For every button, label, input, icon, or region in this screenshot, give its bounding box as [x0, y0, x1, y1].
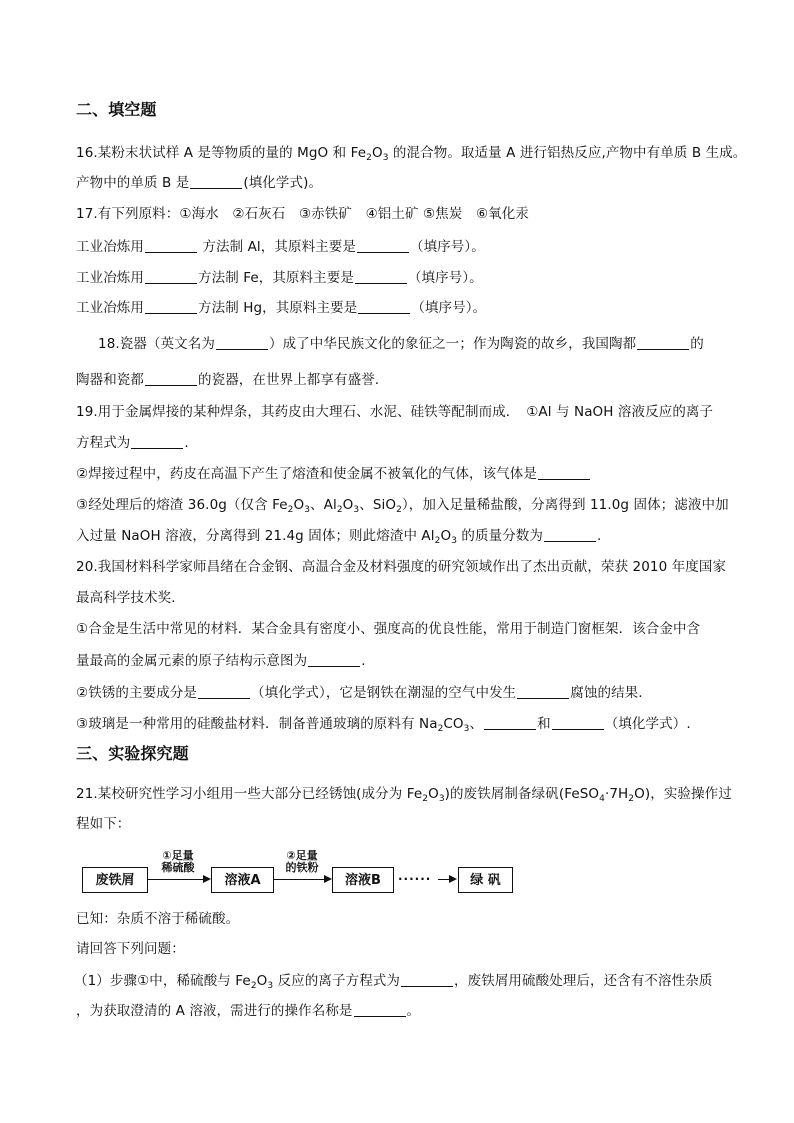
- text: 16.某粉末状试样 A 是等物质的量的 MgO 和 Fe: [76, 145, 367, 161]
- text: （1）步骤①中，稀硫酸与 Fe: [74, 973, 251, 989]
- text: 的混合物。取适量 A 进行铝热反应,产物中有单质 B 生成。: [388, 145, 747, 161]
- flow-label-step1-top: ①足量: [162, 849, 194, 862]
- question-20-line-5: [76, 683, 643, 703]
- arrowhead-icon: [324, 875, 332, 883]
- text: O: [428, 786, 439, 802]
- text: ③经处理后的熔渣 36.0g（仅含 Fe: [76, 497, 288, 513]
- flow-label-step2-top: ②足量: [286, 849, 318, 862]
- question-17-line-al: [76, 237, 485, 257]
- arrowhead-icon: [203, 875, 211, 883]
- answer-blank[interactable]: [145, 299, 197, 314]
- text: .: [184, 435, 189, 451]
- text: （填序号）。: [409, 239, 485, 255]
- text: ），加入足量稀盐酸，分离得到 11.0g 固体；滤液中加: [401, 497, 729, 513]
- text: ，为获取澄清的 A 溶液，需进行的操作名称是: [76, 1003, 353, 1019]
- answer-blank[interactable]: [145, 269, 197, 284]
- question-21-part1-line-2: [76, 1001, 420, 1021]
- subscript: 2: [422, 794, 429, 804]
- flow-box-solution-b: 溶液B: [332, 867, 394, 893]
- question-18-line-1: [98, 334, 704, 354]
- question-17-intro: 17.有下列原料：①海水 ②石灰石 ③赤铁矿 ④铝土矿 ⑤焦炭 ⑥氧化汞: [76, 206, 529, 222]
- answer-blank[interactable]: [517, 684, 569, 699]
- text: O: [371, 145, 383, 161]
- answer-blank[interactable]: [145, 371, 197, 386]
- text: （填化学式），它是钢铁在潮湿的空气中发生: [251, 685, 517, 701]
- text: 陶器和瓷都: [76, 372, 144, 388]
- answer-blank[interactable]: [358, 299, 410, 314]
- answer-blank[interactable]: [216, 335, 268, 350]
- subscript: 2: [396, 505, 402, 515]
- flow-label-step2-bottom: 的铁粉: [285, 861, 319, 874]
- text: ③玻璃是一种常用的硅酸盐材料．制备普通玻璃的原料有 Na: [76, 716, 438, 732]
- question-19-line-2: [76, 433, 189, 453]
- subscript: 2: [250, 981, 257, 991]
- question-17-line-fe: [76, 268, 483, 288]
- answer-blank[interactable]: [544, 527, 596, 542]
- question-20-line-2: 最高科学技术奖.: [76, 590, 176, 606]
- question-21-known: 已知：杂质不溶于稀硫酸。: [76, 911, 240, 927]
- text: 工业冶炼用: [76, 270, 144, 286]
- question-20-line-3: ①合金是生活中常见的材料．某合金具有密度小、强度高的优良性能，常用于制造门窗框架．该合金中含: [76, 621, 701, 637]
- text: 产物中的单质 B 是: [76, 175, 190, 191]
- question-20-line-1: 20.我国材料科学家师昌绪在合金钢、高温合金及材料强度的研究领域作出了杰出贡献，荣获 2010 年度国家: [76, 559, 727, 575]
- answer-blank[interactable]: [354, 1002, 406, 1017]
- arrowhead-icon: [449, 875, 457, 883]
- text: ②焊接过程中，药皮在高温下产生了熔渣和使金属不被氧化的气体，该气体是: [76, 466, 538, 482]
- question-19-line-5: [76, 526, 601, 546]
- subscript: 3: [304, 505, 311, 515]
- subscript: 2: [336, 505, 343, 515]
- text: 工业冶炼用: [76, 300, 144, 316]
- question-16-line-2: [76, 173, 322, 193]
- text: )的废铁屑制备绿矾(FeSO: [444, 786, 600, 802]
- flow-box-scrap-iron: 废铁屑: [82, 867, 148, 893]
- question-21-part1-line-1: [74, 971, 712, 991]
- text: 入过量 NaOH 溶液，分离得到 21.4g 固体；则此熔渣中 Al: [76, 528, 435, 544]
- question-21-line-1: [76, 784, 732, 804]
- answer-blank[interactable]: [552, 715, 604, 730]
- text: 的: [690, 336, 704, 352]
- question-20-line-4: [76, 651, 366, 671]
- text: 的质量分数为: [457, 528, 544, 544]
- text: O: [293, 497, 305, 513]
- answer-blank[interactable]: [538, 465, 590, 480]
- text: ）成了中华民族文化的象征之一；作为陶瓷的故乡，我国陶都: [268, 336, 637, 352]
- text: 18.瓷器（英文名为: [98, 336, 215, 352]
- question-21-line-2: 程如下：: [76, 816, 131, 832]
- flow-label-step1-bottom: 稀硫酸: [161, 861, 195, 874]
- subscript: 3: [267, 981, 274, 991]
- subscript: 2: [434, 536, 441, 546]
- question-17-line-hg: [76, 298, 486, 318]
- subscript: 3: [382, 153, 389, 163]
- answer-blank[interactable]: [131, 434, 183, 449]
- text: （填序号）。: [411, 300, 487, 316]
- answer-blank[interactable]: [357, 238, 409, 253]
- flow-ellipsis: ······: [398, 872, 432, 886]
- text: 、SiO: [359, 497, 397, 513]
- answer-blank[interactable]: [484, 715, 536, 730]
- subscript: 2: [366, 153, 372, 163]
- text: 和: [537, 716, 551, 732]
- question-20-line-6: [76, 714, 691, 734]
- text: 方法制 Fe，其原料主要是: [198, 270, 354, 286]
- text: 量最高的金属元素的原子结构示意图为: [76, 653, 308, 669]
- text: ·7H: [604, 786, 629, 802]
- answer-blank[interactable]: [190, 174, 242, 189]
- subscript: 3: [438, 794, 445, 804]
- question-16-line-1: [76, 143, 746, 163]
- text: 。: [406, 1003, 421, 1019]
- text: 21.某校研究性学习小组用一些大部分已经锈蚀(成分为 Fe: [76, 786, 423, 802]
- text: 的瓷器，在世界上都享有盛誉.: [198, 372, 380, 388]
- question-18-line-2: [76, 370, 379, 390]
- section-title-experiment: 三、实验探究题: [76, 744, 189, 763]
- answer-blank[interactable]: [355, 269, 407, 284]
- flow-box-green-vitriol: 绿 矾: [458, 867, 513, 893]
- flow-arrow-2: [274, 879, 325, 880]
- answer-blank[interactable]: [198, 684, 250, 699]
- text: ，废铁屑用硫酸处理后，还含有不溶性杂质: [454, 973, 713, 989]
- text: 工业冶炼用: [76, 239, 144, 255]
- subscript: 4: [599, 794, 605, 804]
- subscript: 3: [451, 536, 458, 546]
- answer-blank[interactable]: [308, 652, 360, 667]
- text: ②铁锈的主要成分是: [76, 685, 198, 701]
- text: （填序号）。: [407, 270, 483, 286]
- flow-box-solution-a: 溶液A: [211, 867, 274, 893]
- flow-arrow-1: [148, 879, 204, 880]
- text: CO: [443, 716, 464, 732]
- subscript: 2: [437, 724, 444, 734]
- answer-blank[interactable]: [401, 972, 453, 987]
- text: (填化学式)。: [243, 175, 323, 191]
- text: 方程式为: [76, 435, 131, 451]
- text: 反应的离子方程式为: [273, 973, 401, 989]
- question-21-prompt: 请回答下列问题：: [76, 941, 185, 957]
- subscript: 3: [463, 724, 470, 734]
- question-19-line-1: 19.用于金属焊接的某种焊条，其药皮由大理石、水泥、硅铁等配制而成． ①Al 与 NaOH 溶液反应的离子: [76, 404, 714, 420]
- section-title-fill-in: 二、填空题: [76, 100, 157, 119]
- text: 、: [469, 716, 484, 732]
- text: 方法制 Al，其原料主要是: [198, 239, 356, 255]
- text: 腐蚀的结果.: [570, 685, 643, 701]
- subscript: 2: [287, 505, 294, 515]
- question-19-line-3: [76, 464, 591, 484]
- question-19-line-4: [76, 495, 729, 515]
- text: O: [256, 973, 268, 989]
- text: O: [342, 497, 354, 513]
- text: 方法制 Hg，其原料主要是: [198, 300, 358, 316]
- answer-blank[interactable]: [145, 238, 197, 253]
- text: （填化学式）.: [604, 716, 691, 732]
- subscript: 2: [628, 794, 635, 804]
- text: 、Al: [310, 497, 337, 513]
- answer-blank[interactable]: [637, 335, 689, 350]
- subscript: 3: [353, 505, 360, 515]
- text: O: [440, 528, 452, 544]
- text: .: [597, 528, 602, 544]
- text: O)，实验操作过: [634, 786, 732, 802]
- text: .: [361, 653, 366, 669]
